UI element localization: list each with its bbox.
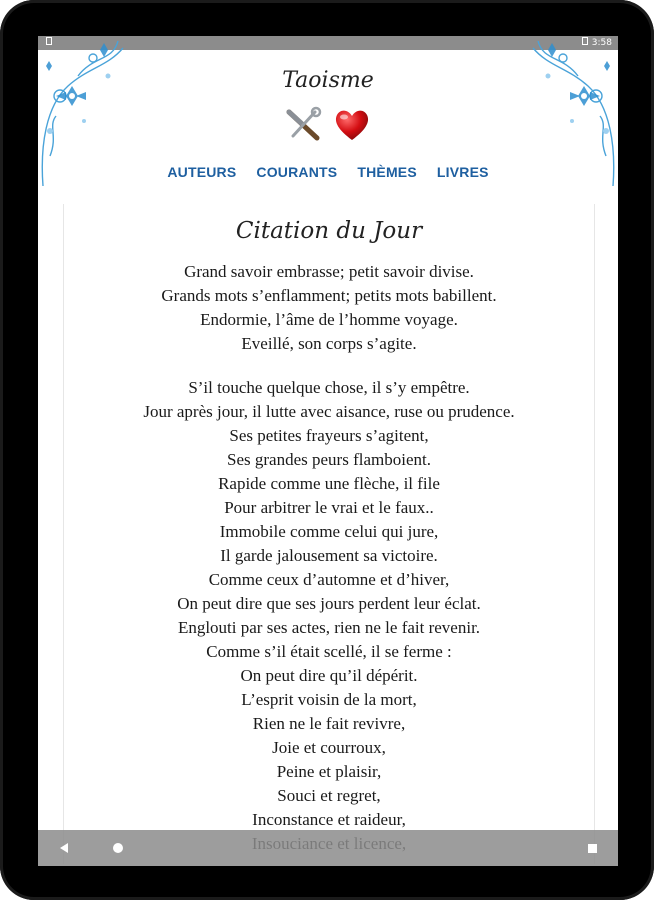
screen: [38, 36, 618, 866]
quote-stanza-1: [64, 260, 594, 356]
quote-line: Peine et plaisir,: [276, 762, 382, 781]
header-icons: [283, 106, 371, 144]
quote-line: Joie et courroux,: [272, 738, 386, 757]
app-title: Taoisme: [282, 68, 374, 93]
back-button[interactable]: [52, 830, 76, 866]
recent-square-icon: [587, 843, 598, 854]
tab-themes[interactable]: THÈMES: [357, 164, 417, 180]
quote-line: Comme ceux d’automne et d’hiver,: [208, 570, 450, 589]
home-circle-icon: [112, 842, 124, 854]
quote-line: Ses petites frayeurs s’agitent,: [229, 426, 429, 445]
quote-line: Rien ne le fait revivre,: [252, 714, 406, 733]
tab-courants[interactable]: COURANTS: [256, 164, 338, 180]
quote-line: Grand savoir embrasse; petit savoir divise.: [184, 262, 474, 281]
quote-line: Pour arbitrer le vrai et le faux..: [224, 498, 434, 517]
status-time: 3:58: [591, 37, 612, 48]
quote-line: Souci et regret,: [277, 786, 381, 805]
quote-line: Jour après jour, il lutte avec aisance, ruse ou prudence.: [143, 402, 515, 421]
quote-line: Eveillé, son corps s’agite.: [241, 334, 417, 353]
quote-line: Il garde jalousement sa victoire.: [220, 546, 438, 565]
quote-title: Citation du Jour: [235, 218, 423, 244]
back-triangle-icon: [59, 842, 69, 854]
quote-line: On peut dire qu’il dépérit.: [240, 666, 418, 685]
tools-icon[interactable]: [283, 106, 323, 144]
nav-tabs: [38, 164, 618, 180]
quote-line: Comme s’il était scellé, il se ferme :: [206, 642, 452, 661]
home-button[interactable]: [106, 830, 130, 866]
quote-line: L’esprit voisin de la mort,: [241, 690, 417, 709]
quote-line: Englouti par ses actes, rien ne le fait revenir.: [177, 618, 481, 637]
recent-apps-button[interactable]: [580, 830, 604, 866]
quote-line: Ses grandes peurs flamboient.: [227, 450, 431, 469]
tab-auteurs[interactable]: AUTEURS: [167, 164, 237, 180]
quote-stanza-2: [64, 376, 594, 856]
quote-line: Rapide comme une flèche, il file: [218, 474, 440, 493]
quote-card: [63, 204, 595, 864]
quote-line: Inconstance et raideur,: [252, 810, 406, 829]
quote-line: On peut dire que ses jours perdent leur éclat.: [177, 594, 481, 613]
heart-icon[interactable]: [333, 107, 371, 143]
quote-line: Immobile comme celui qui jure,: [219, 522, 439, 541]
quote-line: Grands mots s’enflamment; petits mots babillent.: [161, 286, 497, 305]
system-nav-bar: [38, 830, 618, 866]
quote-line: Endormie, l’âme de l’homme voyage.: [200, 310, 458, 329]
quote-line: S’il touche quelque chose, il s’y empêtre.: [188, 378, 470, 397]
tab-livres[interactable]: LIVRES: [436, 164, 489, 180]
